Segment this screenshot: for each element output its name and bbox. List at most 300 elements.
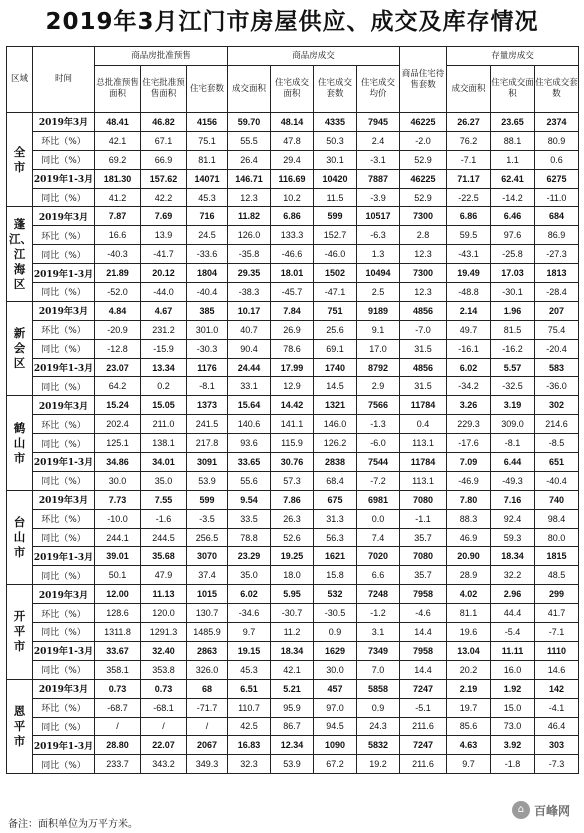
table-cell: 14.6 (535, 660, 579, 679)
table-cell: 35.7 (400, 528, 447, 547)
table-cell: 14.42 (271, 396, 314, 415)
table-cell: 34.01 (141, 453, 187, 472)
table-row (7, 755, 579, 774)
table-cell: 42.1 (95, 131, 141, 150)
table-cell: -15.9 (141, 339, 187, 358)
row-label: 环比（%） (33, 320, 95, 339)
table-cell: 46225 (400, 169, 447, 188)
table-row (7, 320, 579, 339)
table-cell: 46.4 (535, 717, 579, 736)
table-cell: -43.1 (447, 245, 491, 264)
table-cell: 7958 (400, 641, 447, 660)
header-col-5: 住宅成交面积 (271, 66, 314, 113)
table-cell: 20.2 (447, 660, 491, 679)
row-label: 同比（%） (33, 528, 95, 547)
table-cell: 5832 (357, 736, 400, 755)
table-cell: 14.4 (400, 660, 447, 679)
table-cell: / (95, 717, 141, 736)
table-cell: 141.1 (271, 415, 314, 434)
table-cell: -30.3 (187, 339, 228, 358)
table-cell: -20.4 (535, 339, 579, 358)
table-cell: 93.6 (228, 434, 271, 453)
table-cell: -47.1 (314, 283, 357, 302)
table-cell: 15.64 (228, 396, 271, 415)
table-cell: 67.1 (141, 131, 187, 150)
table-cell: 231.2 (141, 320, 187, 339)
table-cell: 128.6 (95, 604, 141, 623)
table-cell: 229.3 (447, 415, 491, 434)
table-cell: 13.34 (141, 358, 187, 377)
table-cell: 32.2 (491, 566, 535, 585)
table-cell: -36.0 (535, 377, 579, 396)
region-name: 蓬江、江海区 (7, 207, 33, 301)
table-cell: 59.70 (228, 113, 271, 132)
table-cell: 3.19 (491, 396, 535, 415)
row-label: 2019年1-3月 (33, 264, 95, 283)
table-cell: 19.7 (447, 698, 491, 717)
table-cell: 1311.8 (95, 623, 141, 642)
table-cell: 751 (314, 301, 357, 320)
table-cell: -16.1 (447, 339, 491, 358)
table-cell: -6.0 (357, 434, 400, 453)
table-cell: 94.5 (314, 717, 357, 736)
table-cell: 0.2 (141, 377, 187, 396)
table-cell: 0.0 (357, 509, 400, 528)
table-cell: -11.0 (535, 188, 579, 207)
table-cell: 15.0 (491, 698, 535, 717)
table-row (7, 207, 579, 226)
table-cell: 5.57 (491, 358, 535, 377)
table-cell: / (141, 717, 187, 736)
table-cell: 181.30 (95, 169, 141, 188)
table-cell: 244.5 (141, 528, 187, 547)
table-cell: 57.3 (271, 471, 314, 490)
table-cell: 52.6 (271, 528, 314, 547)
table-cell: 2.4 (357, 131, 400, 150)
table-cell: 42.2 (141, 188, 187, 207)
row-label: 同比（%） (33, 188, 95, 207)
table-cell: 35.7 (400, 566, 447, 585)
table-cell: 62.41 (491, 169, 535, 188)
table-cell: 64.2 (95, 377, 141, 396)
table-cell: -33.6 (187, 245, 228, 264)
table-cell: 33.65 (228, 453, 271, 472)
table-cell: 9.7 (228, 623, 271, 642)
row-label: 2019年1-3月 (33, 736, 95, 755)
table-cell: 81.1 (187, 150, 228, 169)
table-cell: 19.15 (228, 641, 271, 660)
table-cell: 1485.9 (187, 623, 228, 642)
table-cell: 116.69 (271, 169, 314, 188)
table-cell: 13.9 (141, 226, 187, 245)
table-cell: 67.2 (314, 755, 357, 774)
table-cell: 3.26 (447, 396, 491, 415)
table-cell: 32.3 (228, 755, 271, 774)
table-cell: 7.0 (357, 660, 400, 679)
table-cell: 10494 (357, 264, 400, 283)
table-cell: 7.73 (95, 490, 141, 509)
watermark-logo-icon: ⌂ (512, 801, 530, 819)
table-cell: -3.5 (187, 509, 228, 528)
table-cell: 30.1 (314, 150, 357, 169)
table-cell: 7544 (357, 453, 400, 472)
table-cell: 1621 (314, 547, 357, 566)
table-cell: 7.69 (141, 207, 187, 226)
row-label: 2019年3月 (33, 207, 95, 226)
table-cell: 78.8 (228, 528, 271, 547)
table-cell: 343.2 (141, 755, 187, 774)
table-cell: 3091 (187, 453, 228, 472)
header-group-supply: 商品房批准预售 (95, 47, 228, 66)
table-row (7, 547, 579, 566)
region-name: 台山市 (7, 490, 33, 584)
table-cell: 12.34 (271, 736, 314, 755)
table-cell: 26.9 (271, 320, 314, 339)
table-cell: 14071 (187, 169, 228, 188)
table-row (7, 226, 579, 245)
table-cell: 39.01 (95, 547, 141, 566)
table-cell: 2067 (187, 736, 228, 755)
table-cell: 6981 (357, 490, 400, 509)
table-cell: 1740 (314, 358, 357, 377)
table-row (7, 641, 579, 660)
header-group-deal: 商品房成交 (228, 47, 400, 66)
table-cell: 7.80 (447, 490, 491, 509)
table-cell: 7566 (357, 396, 400, 415)
header-col-9: 成交面积 (447, 66, 491, 113)
table-cell: 7080 (400, 547, 447, 566)
table-cell: 299 (535, 585, 579, 604)
header-col-4: 成交面积 (228, 66, 271, 113)
table-row (7, 301, 579, 320)
table-cell: 5.21 (271, 679, 314, 698)
table-cell: 675 (314, 490, 357, 509)
table-cell: 12.3 (228, 188, 271, 207)
table-cell: 16.6 (95, 226, 141, 245)
table-cell: 7248 (357, 585, 400, 604)
table-cell: 33.67 (95, 641, 141, 660)
table-cell: 46.82 (141, 113, 187, 132)
table-cell: 24.5 (187, 226, 228, 245)
table-cell: 4156 (187, 113, 228, 132)
table-cell: 457 (314, 679, 357, 698)
header-group-stock-deal: 存量房成交 (447, 47, 579, 66)
table-cell: 583 (535, 358, 579, 377)
table-row (7, 490, 579, 509)
table-cell: 7080 (400, 490, 447, 509)
table-cell: 55.5 (228, 131, 271, 150)
row-label: 同比（%） (33, 245, 95, 264)
table-cell: 7300 (400, 264, 447, 283)
table-cell: 2.5 (357, 283, 400, 302)
table-row (7, 131, 579, 150)
table-cell: 6.86 (447, 207, 491, 226)
table-cell: 40.7 (228, 320, 271, 339)
table-cell: 716 (187, 207, 228, 226)
row-label: 同比（%） (33, 755, 95, 774)
table-cell: 13.04 (447, 641, 491, 660)
table-cell: 88.1 (491, 131, 535, 150)
table-cell: -10.0 (95, 509, 141, 528)
table-cell: 7945 (357, 113, 400, 132)
table-cell: 52.9 (400, 150, 447, 169)
table-cell: 49.7 (447, 320, 491, 339)
table-cell: -1.6 (141, 509, 187, 528)
table-cell: 12.3 (400, 245, 447, 264)
header-region: 区域 (7, 47, 33, 113)
table-cell: 95.9 (271, 698, 314, 717)
table-cell: 142 (535, 679, 579, 698)
table-row (7, 528, 579, 547)
table-cell: 113.1 (400, 434, 447, 453)
table-cell: 28.9 (447, 566, 491, 585)
table-row (7, 169, 579, 188)
table-cell: 7887 (357, 169, 400, 188)
table-cell: 6.86 (271, 207, 314, 226)
table-cell: -8.5 (535, 434, 579, 453)
row-label: 同比（%） (33, 339, 95, 358)
table-row (7, 660, 579, 679)
table-row (7, 566, 579, 585)
table-cell: -68.7 (95, 698, 141, 717)
table-cell: -35.8 (228, 245, 271, 264)
table-cell: 33.5 (228, 509, 271, 528)
table-cell: 256.5 (187, 528, 228, 547)
table-cell: 47.8 (271, 131, 314, 150)
table-cell: 26.27 (447, 113, 491, 132)
table-cell: 353.8 (141, 660, 187, 679)
table-cell: 31.5 (400, 377, 447, 396)
table-cell: 7247 (400, 736, 447, 755)
table-cell: -40.3 (95, 245, 141, 264)
table-cell: 52.9 (400, 188, 447, 207)
table-cell: 599 (314, 207, 357, 226)
table-cell: 68.4 (314, 471, 357, 490)
table-cell: 138.1 (141, 434, 187, 453)
table-cell: 157.62 (141, 169, 187, 188)
table-cell: 26.4 (228, 150, 271, 169)
table-cell: 15.24 (95, 396, 141, 415)
table-cell: / (187, 717, 228, 736)
table-cell: 15.05 (141, 396, 187, 415)
table-cell: 740 (535, 490, 579, 509)
table-cell: 31.5 (400, 339, 447, 358)
table-cell: 309.0 (491, 415, 535, 434)
table-cell: 599 (187, 490, 228, 509)
table-cell: 1110 (535, 641, 579, 660)
row-label: 同比（%） (33, 566, 95, 585)
region-name: 鹤山市 (7, 396, 33, 490)
table-cell: 0.6 (535, 150, 579, 169)
table-cell: 23.07 (95, 358, 141, 377)
table-cell: 6275 (535, 169, 579, 188)
table-cell: 4.84 (95, 301, 141, 320)
table-cell: 98.4 (535, 509, 579, 528)
table-cell: 651 (535, 453, 579, 472)
table-cell: 29.4 (271, 150, 314, 169)
table-cell: 4856 (400, 358, 447, 377)
row-label: 环比（%） (33, 698, 95, 717)
table-cell: -46.0 (314, 245, 357, 264)
table-cell: 6.46 (491, 207, 535, 226)
header-col-3: 住宅套数 (187, 66, 228, 113)
table-cell: 146.71 (228, 169, 271, 188)
table-row (7, 264, 579, 283)
table-cell: 81.5 (491, 320, 535, 339)
table-cell: 126.0 (228, 226, 271, 245)
table-cell: 1815 (535, 547, 579, 566)
table-cell: 12.9 (271, 377, 314, 396)
table-cell: 25.6 (314, 320, 357, 339)
table-cell: -30.5 (314, 604, 357, 623)
table-cell: 48.14 (271, 113, 314, 132)
table-cell: 2863 (187, 641, 228, 660)
table-cell: 4.02 (447, 585, 491, 604)
table-cell: 1.96 (491, 301, 535, 320)
table-cell: -34.6 (228, 604, 271, 623)
table-cell: 2.9 (357, 377, 400, 396)
table-cell: 19.25 (271, 547, 314, 566)
table-cell: 11.13 (141, 585, 187, 604)
table-cell: -17.6 (447, 434, 491, 453)
table-cell: 211.6 (400, 755, 447, 774)
table-row (7, 604, 579, 623)
table-cell: 207 (535, 301, 579, 320)
region-name: 全市 (7, 113, 33, 207)
table-cell: 7300 (400, 207, 447, 226)
table-cell: 18.34 (491, 547, 535, 566)
table-cell: 97.6 (491, 226, 535, 245)
table-cell: 46225 (400, 113, 447, 132)
table-cell: -38.3 (228, 283, 271, 302)
table-cell: 80.0 (535, 528, 579, 547)
table-cell: 120.0 (141, 604, 187, 623)
table-cell: 17.99 (271, 358, 314, 377)
table-cell: -1.3 (357, 415, 400, 434)
table-cell: 217.8 (187, 434, 228, 453)
table-cell: 12.00 (95, 585, 141, 604)
table-cell: 1804 (187, 264, 228, 283)
table-row (7, 471, 579, 490)
row-label: 同比（%） (33, 623, 95, 642)
table-cell: 19.2 (357, 755, 400, 774)
table-cell: 301.0 (187, 320, 228, 339)
table-cell: -30.1 (491, 283, 535, 302)
table-cell: 244.1 (95, 528, 141, 547)
table-row (7, 736, 579, 755)
table-cell: 126.2 (314, 434, 357, 453)
table-cell: 202.4 (95, 415, 141, 434)
table-cell: 1176 (187, 358, 228, 377)
table-cell: -6.3 (357, 226, 400, 245)
table-cell: 10.17 (228, 301, 271, 320)
table-cell: 9.7 (447, 755, 491, 774)
table-cell: 18.34 (271, 641, 314, 660)
table-cell: 211.6 (400, 717, 447, 736)
table-cell: 7349 (357, 641, 400, 660)
table-cell: 78.6 (271, 339, 314, 358)
watermark (490, 796, 570, 824)
table-row (7, 358, 579, 377)
table-cell: -8.1 (187, 377, 228, 396)
table-cell: 92.4 (491, 509, 535, 528)
header-col-1: 总批准预售面积 (95, 66, 141, 113)
table-cell: 69.2 (95, 150, 141, 169)
table-cell: -16.2 (491, 339, 535, 358)
table-cell: -12.8 (95, 339, 141, 358)
table-cell: 35.0 (141, 471, 187, 490)
table-cell: 35.68 (141, 547, 187, 566)
table-cell: -1.8 (491, 755, 535, 774)
table-cell: -7.1 (535, 623, 579, 642)
table-cell: 24.44 (228, 358, 271, 377)
table-cell: 2.19 (447, 679, 491, 698)
table-cell: 6.02 (447, 358, 491, 377)
table-cell: -7.1 (447, 150, 491, 169)
table-cell: 6.51 (228, 679, 271, 698)
table-cell: 24.3 (357, 717, 400, 736)
report-table (6, 46, 579, 774)
table-row (7, 188, 579, 207)
table-cell: 15.8 (314, 566, 357, 585)
table-row (7, 113, 579, 132)
table-row (7, 623, 579, 642)
row-label: 环比（%） (33, 415, 95, 434)
table-cell: 28.80 (95, 736, 141, 755)
table-cell: 69.1 (314, 339, 357, 358)
table-cell: 31.3 (314, 509, 357, 528)
table-cell: 22.07 (141, 736, 187, 755)
table-cell: -7.3 (535, 755, 579, 774)
table-cell: 7020 (357, 547, 400, 566)
table-cell: -68.1 (141, 698, 187, 717)
table-cell: 48.5 (535, 566, 579, 585)
table-cell: -41.7 (141, 245, 187, 264)
page-title: 2019年3月江门市房屋供应、成交及库存情况 (45, 9, 539, 35)
table-cell: 1090 (314, 736, 357, 755)
table-cell: -22.5 (447, 188, 491, 207)
table-row (7, 698, 579, 717)
table-cell: 11784 (400, 396, 447, 415)
table-cell: 71.17 (447, 169, 491, 188)
table-cell: 23.29 (228, 547, 271, 566)
table-cell: 18.01 (271, 264, 314, 283)
table-cell: 7.55 (141, 490, 187, 509)
table-row (7, 377, 579, 396)
table-cell: 115.9 (271, 434, 314, 453)
table-cell: 7.4 (357, 528, 400, 547)
table-cell: 1813 (535, 264, 579, 283)
table-cell: 85.6 (447, 717, 491, 736)
table-cell: 1502 (314, 264, 357, 283)
table-cell: 14.4 (400, 623, 447, 642)
table-cell: 7.86 (271, 490, 314, 509)
region-name: 开平市 (7, 585, 33, 679)
table-cell: 7.84 (271, 301, 314, 320)
table-row (7, 453, 579, 472)
table-cell: 45.3 (187, 188, 228, 207)
table-cell: 12.3 (400, 283, 447, 302)
table-cell: -48.8 (447, 283, 491, 302)
table-cell: 385 (187, 301, 228, 320)
table-cell: 88.3 (447, 509, 491, 528)
table-cell: 0.73 (95, 679, 141, 698)
region-name: 恩平市 (7, 679, 33, 773)
table-cell: 7.87 (95, 207, 141, 226)
table-cell: 1015 (187, 585, 228, 604)
table-cell: 7247 (400, 679, 447, 698)
footnote: 备注：面积单位为万平方米。 (8, 819, 138, 830)
